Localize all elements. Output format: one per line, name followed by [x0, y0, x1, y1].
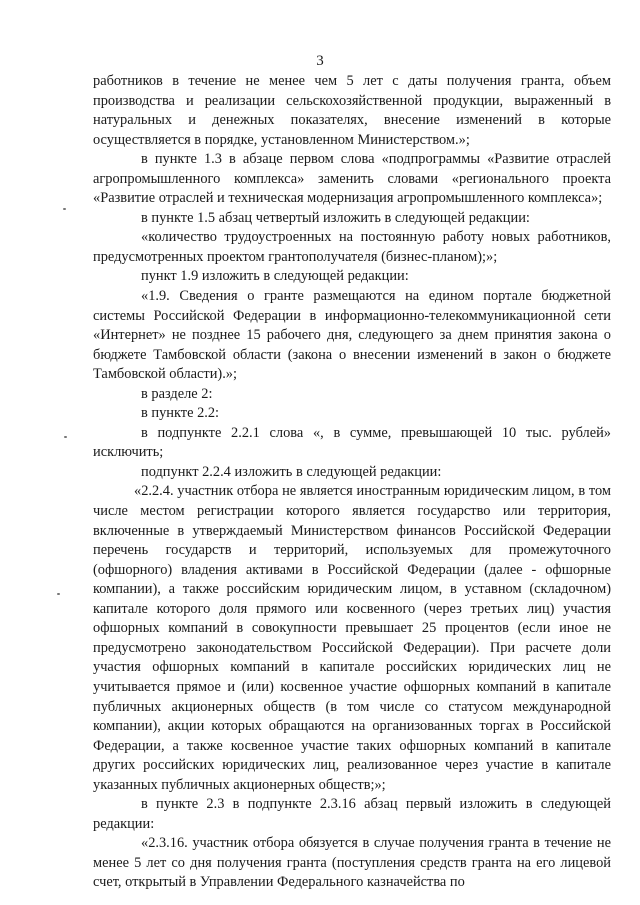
scan-speck [64, 436, 67, 438]
paragraph-point-2-2: в пункте 2.2: [141, 405, 220, 422]
paragraph-point-1-3: в пункте 1.3 в абзаце первом слова «подпрограммы «Развитие отраслей агропромышленного комплекса» заменить словами «регионального проекта «Развитие отраслей и техническая модернизация агропромышленного комплекса»; [93, 151, 611, 207]
paragraph-point-1-5-quote: «количество трудоустроенных на постоянную работу новых работников, предусмотренных проектом грантополучателя (бизнес-планом);»; [93, 229, 611, 265]
paragraph-point-1-9: пункт 1.9 изложить в следующей редакции: [141, 268, 409, 285]
scan-speck [63, 208, 66, 210]
paragraph-point-2-3: в пункте 2.3 в подпункте 2.3.16 абзац первый изложить в следующей редакции: [93, 796, 611, 832]
paragraph-subpoint-2-2-4: подпункт 2.2.4 изложить в следующей редакции: [141, 463, 442, 480]
paragraph-subpoint-2-3-16-quote: «2.3.16. участник отбора обязуется в случае получения гранта в течение не менее 5 лет со дня получения гранта (поступления средств гранта на его лицевой счет, открытый в Управлении Федерального казначейства по [93, 835, 611, 891]
document-body [93, 72, 611, 893]
paragraph-subpoint-2-2-1: в подпункте 2.2.1 слова «, в сумме, превышающей 10 тыс. рублей» исключить; [93, 424, 611, 461]
paragraph-point-1-5: в пункте 1.5 абзац четвертый изложить в следующей редакции: [141, 209, 530, 226]
paragraph-subpoint-2-2-4-quote: «2.2.4. участник отбора не является иностранным юридическим лицом, в том числе местом регистрации которого является государство или территория, включенные в утверждаемый Министерством финансов Российской Федерации перечень государств и территорий, используемых для промежуточного (офшорного) владения активами в Российской Федерации (далее - офшорные компании), а также российским юридическим лицом, в уставном (складочном) капитале которого доля прямого или косвенного (через третьих лиц) участия офшорных компаний в совокупности превышает 25 процентов (если иное не предусмотрено законодательством Российской Федерации). При расчете доли участия офшорных компаний в капитале российских юридических лиц не учитывается прямое и (или) косвенное участие офшорных компаний в капитале публичных акционерных обществ (в том числе со статусом международной компании), акции которых обращаются на организованных торгах в Российской Федерации, а также косвенное участие таких офшорных компаний в капитале других российских юридических лиц, реализованное через участие в капитале указанных публичных акционерных обществ;»; [93, 483, 611, 793]
paragraph-point-1-9-quote: «1.9. Сведения о гранте размещаются на едином портале бюджетной системы Российской Федерации в информационно-телекоммуникационной сети «Интернет» не позднее 15 рабочего дня, следующего за днем принятия закона о бюджете Тамбовской области (закона о внесении изменений в закон о бюджете Тамбовской области).»; [93, 288, 611, 383]
paragraph-section-2: в разделе 2: [141, 385, 213, 402]
paragraph-continuation: работников в течение не менее чем 5 лет с даты получения гранта, объем производства и реализации сельскохозяйственной продукции, выраженный в натуральных и денежных показателях, внесение изменений в которые осуществляется в порядке, установленном Министерством.»; [93, 73, 611, 148]
page-number: 3 [316, 53, 324, 69]
scan-speck [57, 593, 60, 595]
